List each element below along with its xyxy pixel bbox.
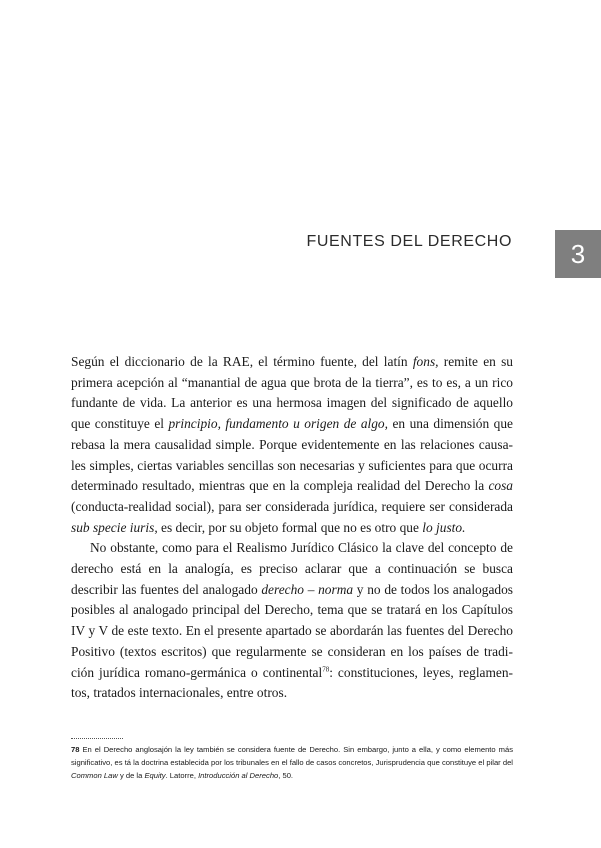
text-run: No obstante, como para el Realismo Jurídico Clásico la clave del concepto de derecho está en la analogía, es preciso aclarar que a continuación se busca describir las fuentes del analogado <box>71 540 513 597</box>
italic-term: lo justo. <box>422 519 466 535</box>
paragraph-1 <box>71 352 513 538</box>
italic-term: derecho – norma <box>261 581 354 597</box>
text-run: en una dimensión que rebasa la mera causalidad simple. Porque evidentemente en las relaciones causales simples, ciertas variables sencillas son necesarias y suficientes para que ocurra determinado resultado, mientras que en la compleja realidad del Derecho la <box>71 416 513 494</box>
italic-term: Equity <box>144 771 166 781</box>
paragraph-2 <box>71 538 513 704</box>
body-text <box>71 352 513 704</box>
text-run: . Latorre, <box>165 771 199 781</box>
italic-term: fons, <box>412 354 439 369</box>
text-run: y de la <box>117 771 145 781</box>
footnote-reference[interactable]: 78 <box>322 665 330 674</box>
chapter-number-tab: 3 <box>555 230 601 278</box>
text-run: , es decir, por su objeto formal que no es otro que <box>154 519 423 535</box>
text-run: , 50. <box>278 771 294 781</box>
footnote <box>71 743 513 783</box>
italic-term: cosa <box>488 478 513 494</box>
italic-term: Introducción al Derecho <box>198 771 279 781</box>
italic-term: sub specie iuris <box>71 519 155 535</box>
text-run: remite en su primera acepción al “manantial de agua que brota de la tierra”, es to es, a un rico fundante de vida. La anterior es una hermosa imagen del significado de aquello que constituye el <box>71 354 513 432</box>
text-run: Según el diccionario de la RAE, el término fuente, del latín <box>71 354 413 369</box>
text-run: En el Derecho anglosajón la ley también se considera fuente de Derecho. Sin embargo, junto a ella, y como elemento más significativo, es tá la doctrina establecida por los tribunales en el fallo de casos concretos, Jurisprudencia que constituye el pilar del <box>71 745 513 768</box>
text-run: y no de todos los analogados posibles al analogado principal del Derecho, tema que se tratará en los Capítulos IV y V de este texto. En el presente apartado se abordarán las fuentes del Derecho Positivo (textos escritos) que regularmente se consideran en los países de tradición jurídica romano-germánica o continental <box>71 581 513 680</box>
italic-term: principio, fundamento u origen de algo, <box>168 416 388 432</box>
footnote-number: 78 <box>71 745 80 754</box>
text-run: (conducta-realidad social), para ser considerada jurídica, requiere ser considerada <box>71 498 513 514</box>
italic-term: Common Law <box>71 771 118 781</box>
chapter-title: FUENTES DEL DERECHO <box>306 233 512 250</box>
text-run: : constituciones, leyes, reglamentos, tratados internacionales, entre otros. <box>71 664 514 701</box>
footnote-divider <box>71 738 123 739</box>
